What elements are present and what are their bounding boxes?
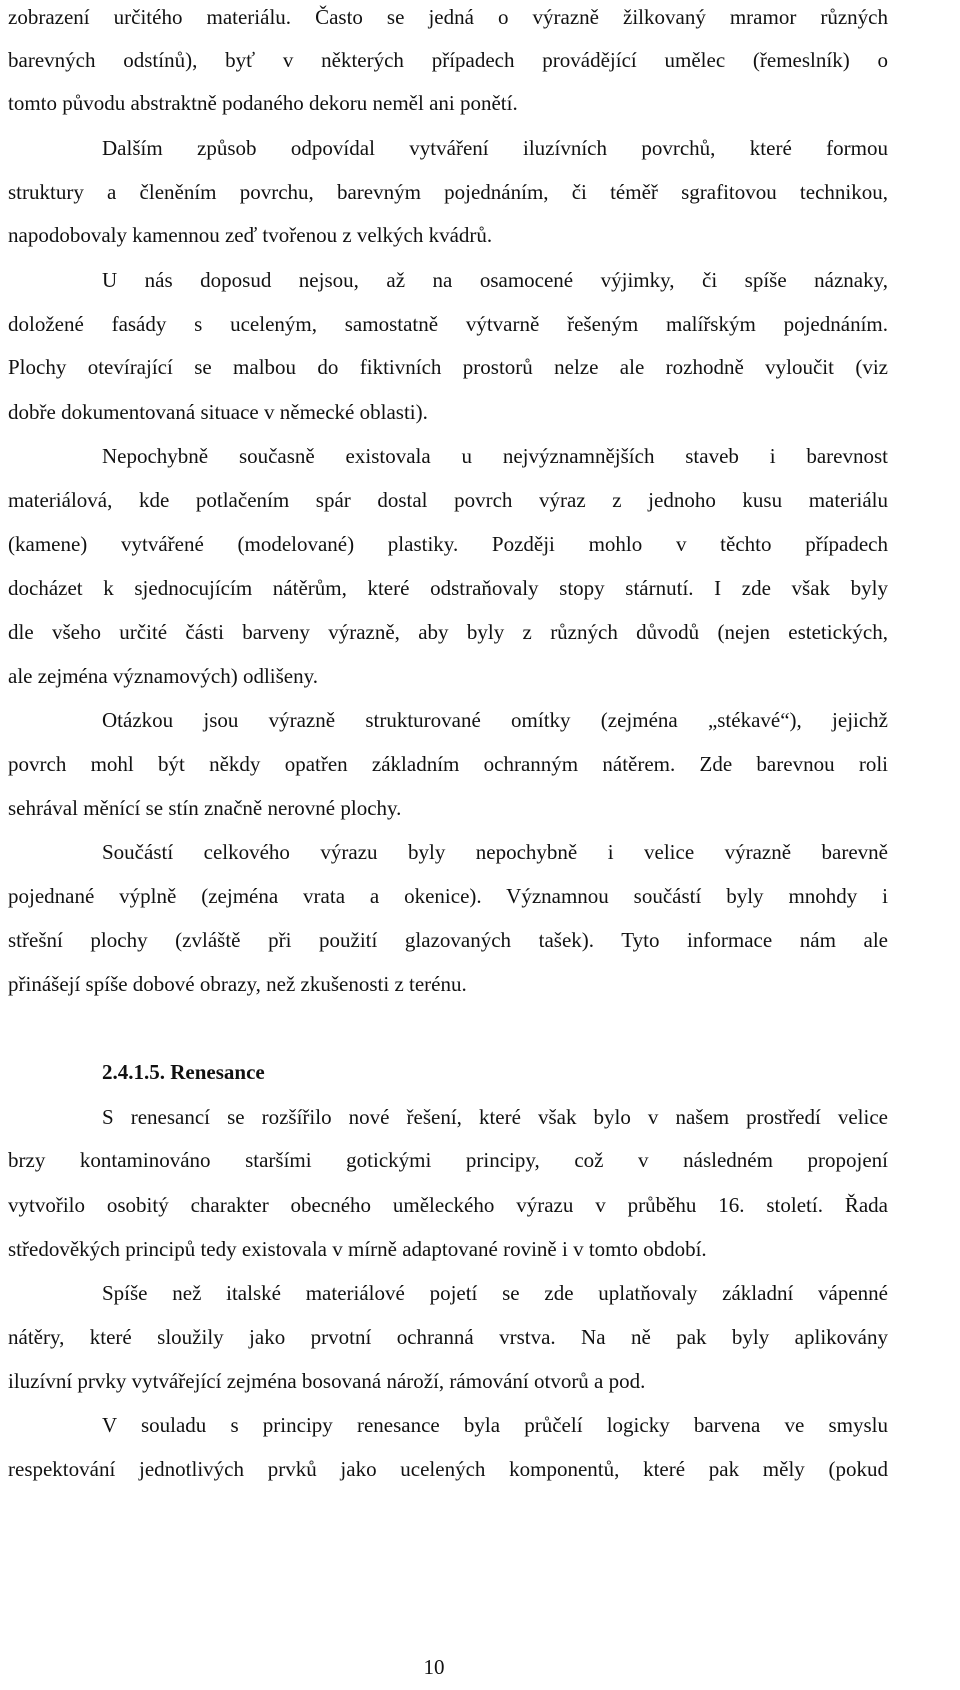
text-line: zobrazení určitého materiálu. Často se jedná o výrazně žilkovaný mramor různých [8, 5, 888, 29]
text-line: Plochy otevírající se malbou do fiktivních prostorů nelze ale rozhodně vyloučit (viz [8, 355, 888, 379]
text-line: tomto původu abstraktně podaného dekoru neměl ani ponětí. [8, 91, 518, 115]
text-line: struktury a členěním povrchu, barevným pojednáním, či téměř sgrafitovou technikou, [8, 180, 888, 204]
text-line: doložené fasády s uceleným, samostatně výtvarně řešeným malířským pojednáním. [8, 312, 888, 336]
text-line: Dalším způsob odpovídal vytváření iluzívních povrchů, které formou [102, 136, 888, 160]
text-line: V souladu s principy renesance byla průčelí logicky barvena ve smyslu [102, 1413, 888, 1437]
text-line: iluzívní prvky vytvářející zejména bosovaná nároží, rámování otvorů a pod. [8, 1369, 646, 1393]
section-heading: 2.4.1.5. Renesance [102, 1060, 265, 1084]
text-line: Spíše než italské materiálové pojetí se zde uplatňovaly základní vápenné [102, 1281, 888, 1305]
text-line: středověkých principů tedy existovala v mírně adaptované rovině i v tomto období. [8, 1237, 707, 1261]
text-line: U nás doposud nejsou, až na osamocené výjimky, či spíše náznaky, [102, 268, 888, 292]
text-line: dle všeho určité části barveny výrazně, aby byly z různých důvodů (nejen estetických, [8, 620, 888, 644]
text-line: napodobovaly kamennou zeď tvořenou z velkých kvádrů. [8, 223, 493, 247]
text-line: Nepochybně současně existovala u nejvýznamnějších staveb i barevnost [102, 444, 888, 468]
text-line: barevných odstínů), byť v některých případech provádějící umělec (řemeslník) o [8, 48, 888, 72]
text-line: S renesancí se rozšířilo nové řešení, které však bylo v našem prostředí velice [102, 1105, 888, 1129]
text-line: ale zejména významových) odlišeny. [8, 664, 319, 688]
text-line: Součástí celkového výrazu byly nepochybně i velice výrazně barevně [102, 840, 888, 864]
text-line: nátěry, které sloužily jako prvotní ochranná vrstva. Na ně pak byly aplikovány [8, 1325, 888, 1349]
text-line: Otázkou jsou výrazně strukturované omítky (zejména „stékavé“), jejichž [102, 708, 888, 732]
text-line: vytvořilo osobitý charakter obecného uměleckého výrazu v průběhu 16. století. Řada [8, 1193, 888, 1217]
text-line: materiálová, kde potlačením spár dostal povrch výraz z jednoho kusu materiálu [8, 488, 888, 512]
page-number: 10 [423, 1655, 445, 1679]
text-line: brzy kontaminováno staršími gotickými principy, což v následném propojení [8, 1148, 888, 1172]
text-line: přinášejí spíše dobové obrazy, než zkušenosti z terénu. [8, 972, 467, 996]
text-line: respektování jednotlivých prvků jako ucelených komponentů, které pak měly (pokud [8, 1457, 888, 1481]
text-line: pojednané výplně (zejména vrata a okenice). Významnou součástí byly mnohdy i [8, 884, 888, 908]
text-line: dobře dokumentovaná situace v německé oblasti). [8, 400, 428, 424]
text-line: docházet k sjednocujícím nátěrům, které odstraňovaly stopy stárnutí. I zde však byly [8, 576, 888, 600]
text-line: sehrával měnící se stín značně nerovné plochy. [8, 796, 402, 820]
text-line: povrch mohl být někdy opatřen základním ochranným nátěrem. Zde barevnou roli [8, 752, 888, 776]
text-line: střešní plochy (zvláště při použití glazovaných tašek). Tyto informace nám ale [8, 928, 888, 952]
text-line: (kamene) vytvářené (modelované) plastiky. Později mohlo v těchto případech [8, 532, 888, 556]
